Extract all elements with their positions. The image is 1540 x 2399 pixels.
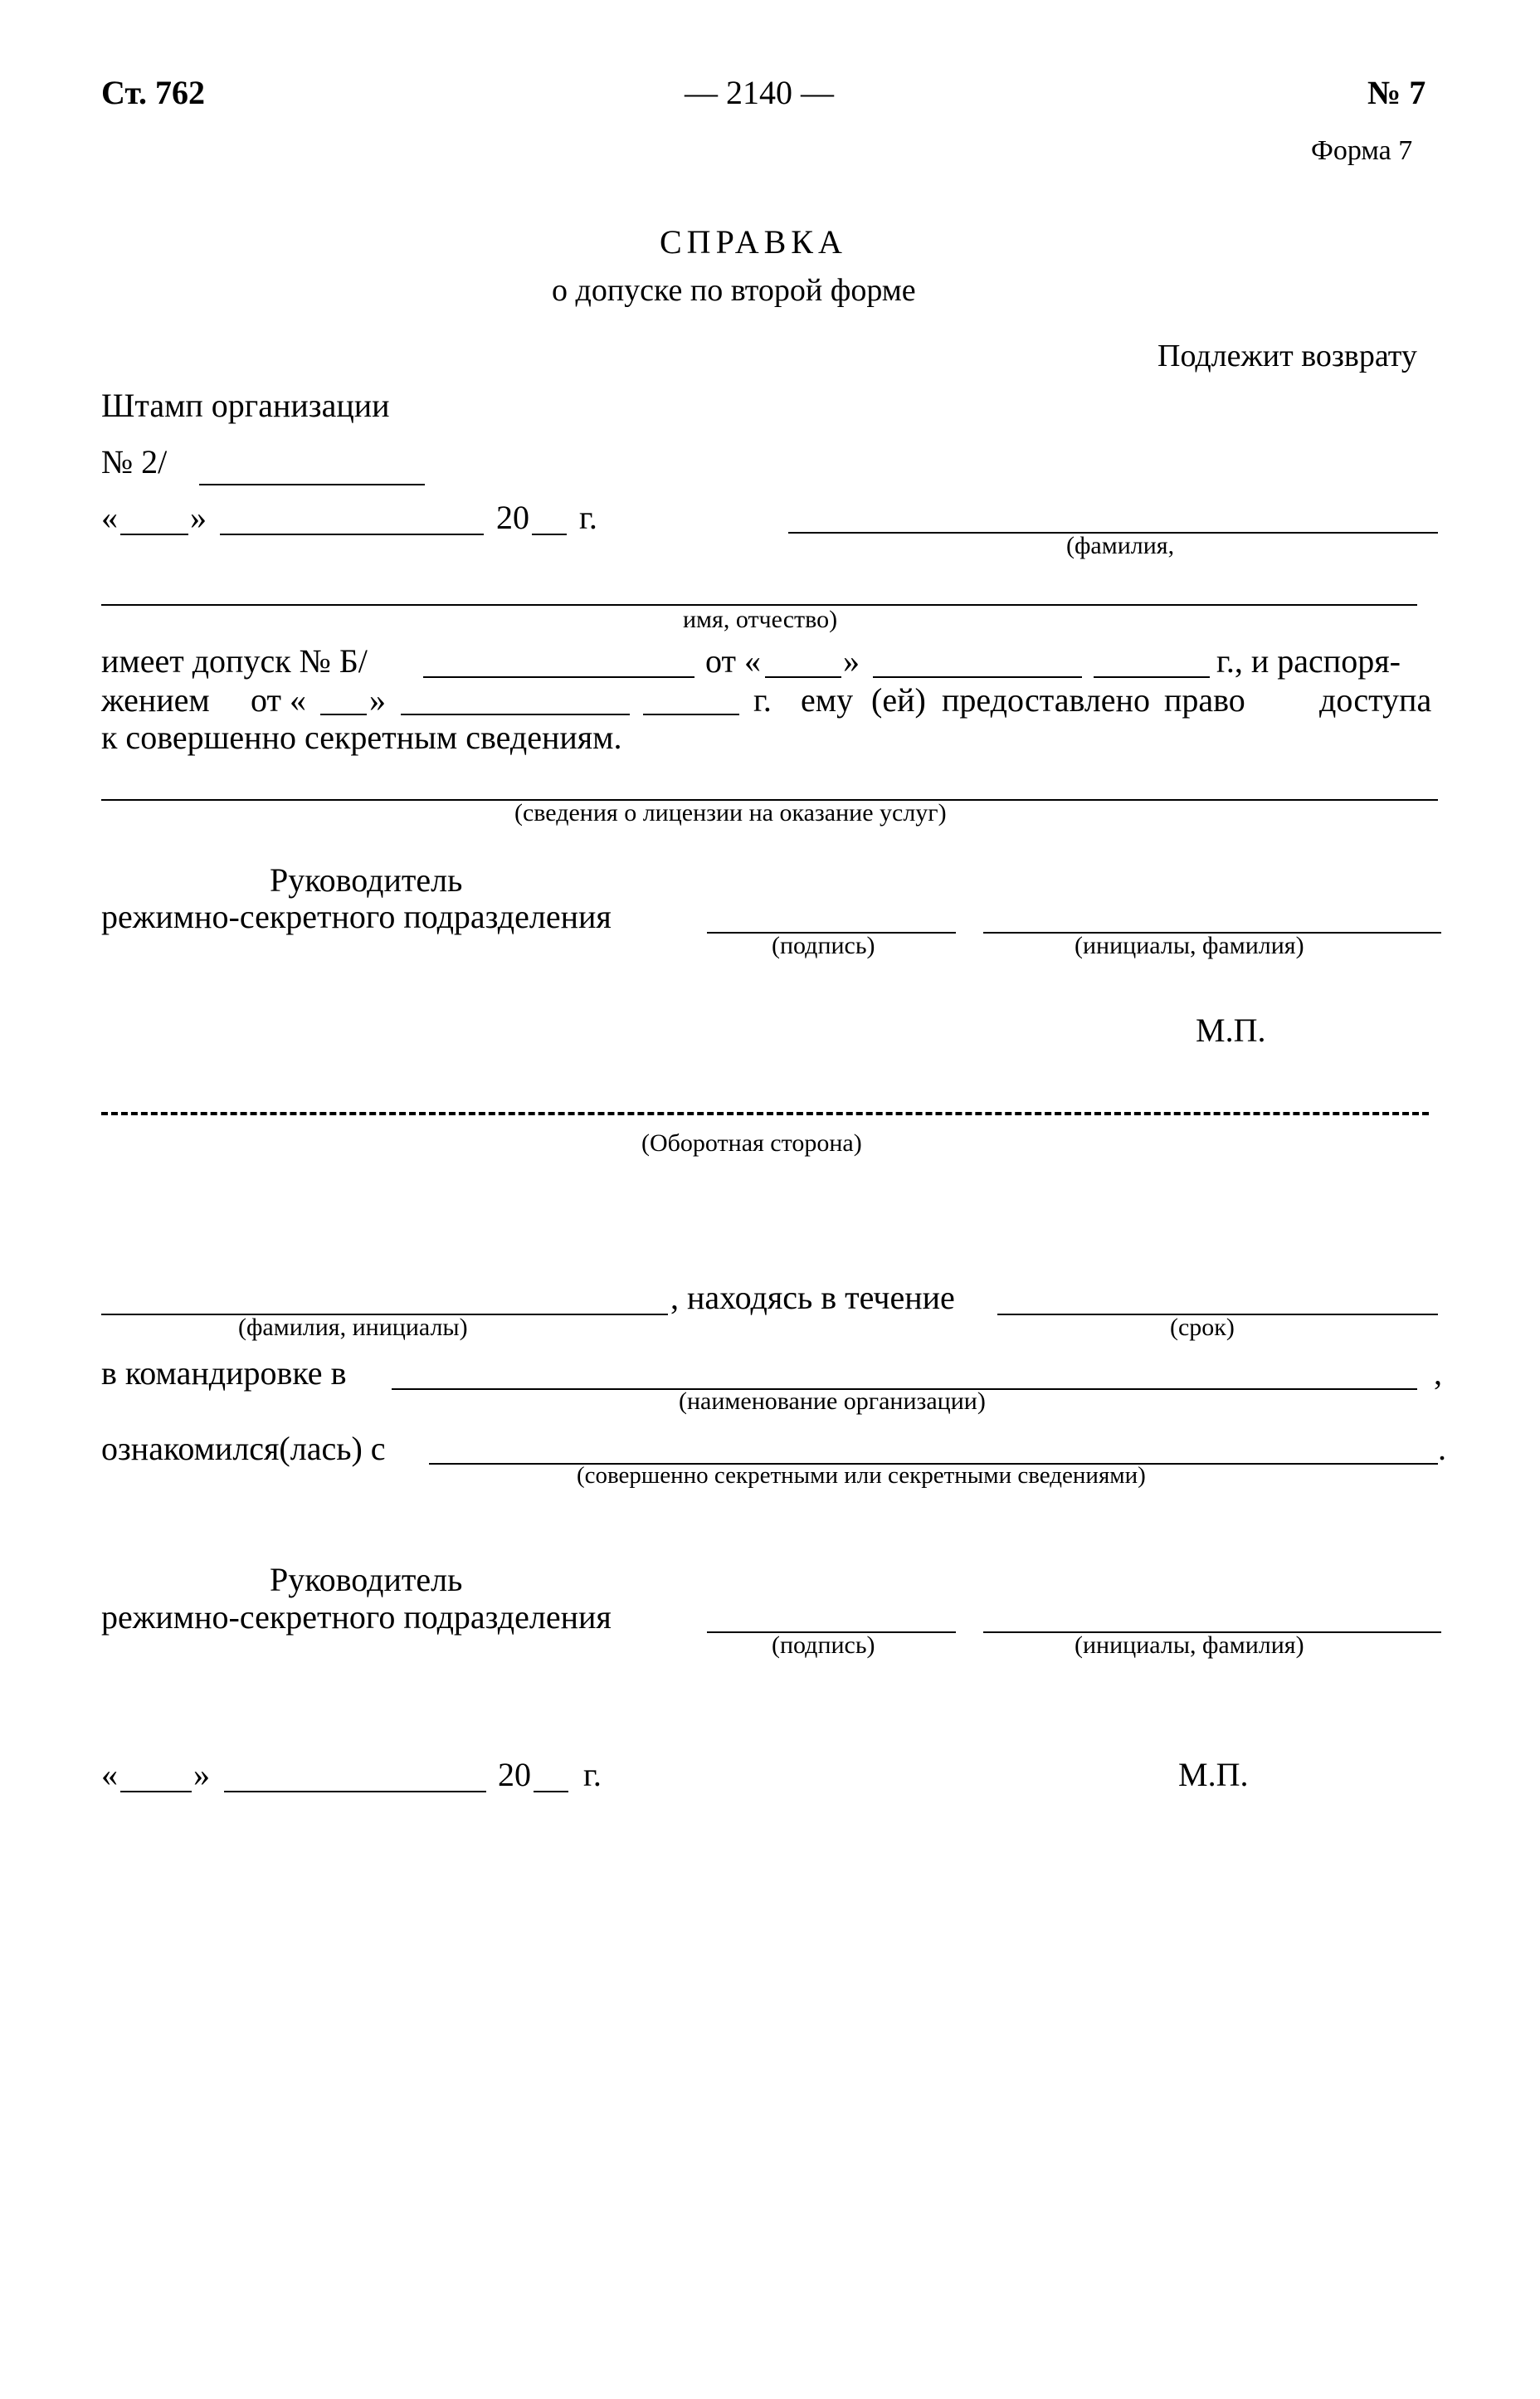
access-word: доступа bbox=[1319, 681, 1432, 719]
access-day-line[interactable] bbox=[765, 676, 841, 678]
license-caption: (сведения о лицензии на оказание услуг) bbox=[514, 799, 947, 826]
access-text: имеет допуск № Б/ bbox=[101, 642, 368, 680]
footer-month-line[interactable] bbox=[224, 1791, 486, 1792]
access-text-order: г., и распоря- bbox=[1216, 642, 1401, 680]
trip-comma: , bbox=[1434, 1354, 1442, 1392]
surname-caption: (фамилия, bbox=[1066, 532, 1175, 559]
order-day-line[interactable] bbox=[320, 714, 367, 715]
organization-caption: (наименование организации) bbox=[679, 1387, 986, 1415]
date-year-line[interactable] bbox=[532, 534, 567, 535]
head-title: Руководитель bbox=[270, 1561, 463, 1598]
access-date-quote-close: » bbox=[843, 642, 860, 680]
signature-caption: (подпись) bbox=[772, 1631, 875, 1659]
access-word: предоставлено bbox=[942, 681, 1150, 719]
information-caption: (совершенно секретными или секретными сведениями) bbox=[577, 1462, 1146, 1489]
date-year-prefix: 20 bbox=[496, 499, 529, 536]
being-for-text: , находясь в течение bbox=[670, 1279, 955, 1316]
footer-seal-mark: М.П. bbox=[1178, 1756, 1249, 1793]
document-subtitle: о допуске по второй форме bbox=[552, 273, 916, 308]
head-department: режимно-секретного подразделения bbox=[101, 898, 612, 935]
access-word: (ей) bbox=[871, 681, 926, 719]
stamp-number-prefix: № 2/ bbox=[101, 443, 168, 480]
name-initials-caption: (фамилия, инициалы) bbox=[238, 1314, 468, 1341]
date-year-suffix: г. bbox=[579, 499, 597, 536]
order-date-quote-open: от « bbox=[251, 681, 306, 719]
issue-number: № 7 bbox=[1367, 74, 1426, 111]
footer-quote-close: » bbox=[193, 1756, 210, 1793]
initials-caption: (инициалы, фамилия) bbox=[1075, 932, 1304, 959]
order-month-line[interactable] bbox=[401, 714, 630, 715]
initials-caption: (инициалы, фамилия) bbox=[1075, 1631, 1304, 1659]
access-word: ему bbox=[801, 681, 854, 719]
document-title: СПРАВКА bbox=[660, 223, 847, 261]
date-day-line[interactable] bbox=[120, 534, 188, 535]
return-note: Подлежит возврату bbox=[1157, 339, 1417, 373]
page-number: — 2140 — bbox=[685, 74, 834, 111]
seal-mark: М.П. bbox=[1196, 1012, 1266, 1049]
stamp-number-line[interactable] bbox=[199, 484, 425, 485]
date-quote-close: » bbox=[190, 499, 207, 536]
order-year-suffix: г. bbox=[753, 681, 772, 719]
access-month-line[interactable] bbox=[873, 676, 1082, 678]
access-date-quote-open: от « bbox=[705, 642, 761, 680]
cut-line bbox=[101, 1112, 1429, 1115]
reverse-side-caption: (Оборотная сторона) bbox=[641, 1129, 862, 1157]
footer-day-line[interactable] bbox=[120, 1791, 192, 1792]
head-title: Руководитель bbox=[270, 861, 463, 899]
form-label: Форма 7 bbox=[1311, 135, 1413, 166]
date-quote-open: « bbox=[101, 499, 118, 536]
footer-quote-open: « bbox=[101, 1756, 118, 1793]
footer-year-prefix: 20 bbox=[498, 1756, 531, 1793]
term-caption: (срок) bbox=[1170, 1314, 1235, 1341]
access-text-final: к совершенно секретным сведениям. bbox=[101, 719, 622, 756]
order-text: жением bbox=[101, 681, 210, 719]
name-caption: имя, отчество) bbox=[683, 606, 838, 633]
stamp-label: Штамп организации bbox=[101, 387, 390, 424]
access-word: право bbox=[1164, 681, 1245, 719]
footer-year-suffix: г. bbox=[583, 1756, 602, 1793]
order-date-quote-close: » bbox=[369, 681, 386, 719]
trip-label: в командировке в bbox=[101, 1354, 347, 1392]
access-year-line[interactable] bbox=[1094, 676, 1210, 678]
acquainted-dot: . bbox=[1438, 1430, 1446, 1467]
signature-caption: (подпись) bbox=[772, 932, 875, 959]
date-month-line[interactable] bbox=[220, 534, 484, 535]
footer-year-line[interactable] bbox=[534, 1791, 568, 1792]
head-department: режимно-секретного подразделения bbox=[101, 1598, 612, 1636]
article-number: Ст. 762 bbox=[101, 74, 205, 111]
order-year-line[interactable] bbox=[643, 714, 739, 715]
access-number-line[interactable] bbox=[423, 676, 694, 678]
acquainted-label: ознакомился(лась) с bbox=[101, 1430, 386, 1467]
